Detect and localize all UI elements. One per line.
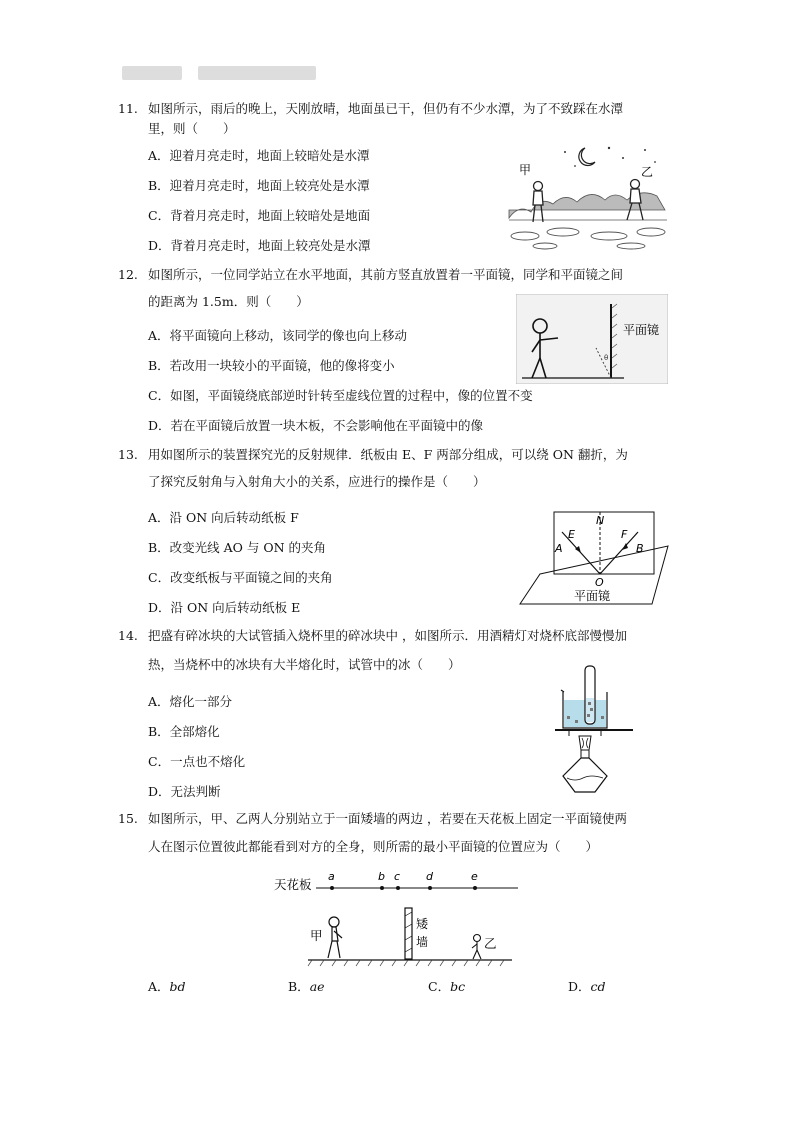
label-jia: 甲 (519, 163, 532, 177)
question-stem-line: 用如图所示的装置探究光的反射规律．纸板由 E、F 两部分组成，可以绕 ON 翻折，为 (148, 447, 628, 462)
question-stem-line: 把盛有碎冰块的大试管插入烧杯里的碎冰块中 ，如图所示．用酒精灯对烧杯底部慢慢加 (148, 628, 627, 643)
question-stem-line: 人在图示位置彼此都能看到对方的全身，则所需的最小平面镜的位置应为（ ） (148, 839, 599, 854)
option-a: A．bd (148, 979, 186, 994)
point-a: a (328, 870, 335, 883)
option-a: A．将平面镜向上移动，该同学的像也向上移动 (148, 328, 408, 343)
ground-hatch (308, 960, 504, 966)
label-f: F (621, 528, 628, 541)
label-n: N (596, 514, 605, 527)
point-b: b (378, 870, 385, 883)
moon-icon (579, 148, 595, 166)
label-b: B (636, 542, 644, 555)
person-yi-icon (472, 935, 481, 960)
option-d: D．若在平面镜后放置一块木板，不会影响他在平面镜中的像 (148, 418, 484, 433)
point-c: c (394, 870, 401, 883)
question-number: 14. (118, 628, 138, 643)
option-d: D．背着月亮走时，地面上较亮处是水潭 (148, 238, 371, 253)
mirror-label: 平面镜 (623, 323, 660, 337)
question-stem-line: 如图所示，雨后的晚上，天刚放晴，地面虽已干，但仍有不少水潭，为了不致踩在水潭 (148, 101, 624, 116)
question-stem-line: 如图所示，一位同学站立在水平地面，其前方竖直放置着一平面镜，同学和平面镜之间 (148, 267, 624, 282)
label-yi: 乙 (641, 165, 654, 179)
question-number: 15. (118, 811, 138, 826)
reflection-figure (518, 508, 674, 606)
option-c: C．改变纸板与平面镜之间的夹角 (148, 570, 333, 585)
question-stem-line: 了探究反射角与入射角大小的关系，应进行的操作是（ ） (148, 474, 486, 489)
option-b: B．迎着月亮走时，地面上较亮处是水潭 (148, 178, 370, 193)
option-a: A．迎着月亮走时，地面上较暗处是水潭 (148, 148, 370, 163)
option-b: B．若改用一块较小的平面镜，他的像将变小 (148, 358, 395, 373)
option-b: B．改变光线 AO 与 ON 的夹角 (148, 540, 327, 555)
option-d: D．沿 ON 向后转动纸板 E (148, 600, 301, 615)
label-jia: 甲 (310, 928, 323, 943)
label-e: E (568, 528, 575, 541)
stars (564, 147, 656, 167)
question-stem-line: 里，则（ ） (148, 121, 236, 136)
svg-text:θ: θ (604, 354, 609, 362)
flame (579, 736, 591, 750)
option-a: A．沿 ON 向后转动纸板 F (148, 510, 299, 525)
option-c: C．背着月亮走时，地面上较暗处是地面 (148, 208, 371, 223)
person-jia-icon (533, 182, 543, 223)
plane-mirror-figure (516, 294, 668, 384)
label-yi: 乙 (484, 936, 497, 951)
option-c: C．一点也不熔化 (148, 754, 246, 769)
ceiling-label: 天花板 (274, 877, 312, 892)
wall-label-1: 矮 (416, 917, 429, 931)
puddles (511, 228, 665, 249)
option-b: B．ae (288, 979, 325, 994)
person-jia-icon (328, 917, 342, 958)
question-stem-line: 如图所示，甲、乙两人分别站立于一面矮墙的两边 ，若要在天花板上固定一平面镜使两 (148, 811, 627, 826)
option-a: A．熔化一部分 (148, 694, 233, 709)
ceiling-mirror-figure (272, 866, 522, 968)
mirror-label: 平面镜 (574, 589, 611, 603)
question-number: 11. (118, 101, 138, 116)
blurred-header (122, 66, 322, 82)
point-d: d (426, 870, 433, 883)
option-d: D．cd (568, 979, 606, 994)
question-number: 13. (118, 447, 138, 462)
option-b: B．全部熔化 (148, 724, 220, 739)
question-number: 12. (118, 267, 138, 282)
lamp-wick-holder (581, 750, 589, 758)
question-stem-line: 热，当烧杯中的冰块有大半熔化时，试管中的冰（ ） (148, 657, 461, 672)
option-d: D．无法判断 (148, 784, 221, 799)
alcohol-lamp (563, 758, 607, 792)
label-o: O (595, 576, 604, 589)
point-e: e (471, 870, 478, 883)
option-c: C．如图，平面镜绕底部逆时针转至虚线位置的过程中，像的位置不变 (148, 388, 533, 403)
ice-heating-figure (555, 660, 633, 796)
question-stem-line: 的距离为 1.5m．则（ ） (148, 294, 309, 309)
moon-night-figure (505, 140, 670, 252)
option-c: C．bc (428, 979, 466, 994)
wall-label-2: 墙 (416, 935, 429, 949)
label-a: A (555, 542, 563, 555)
